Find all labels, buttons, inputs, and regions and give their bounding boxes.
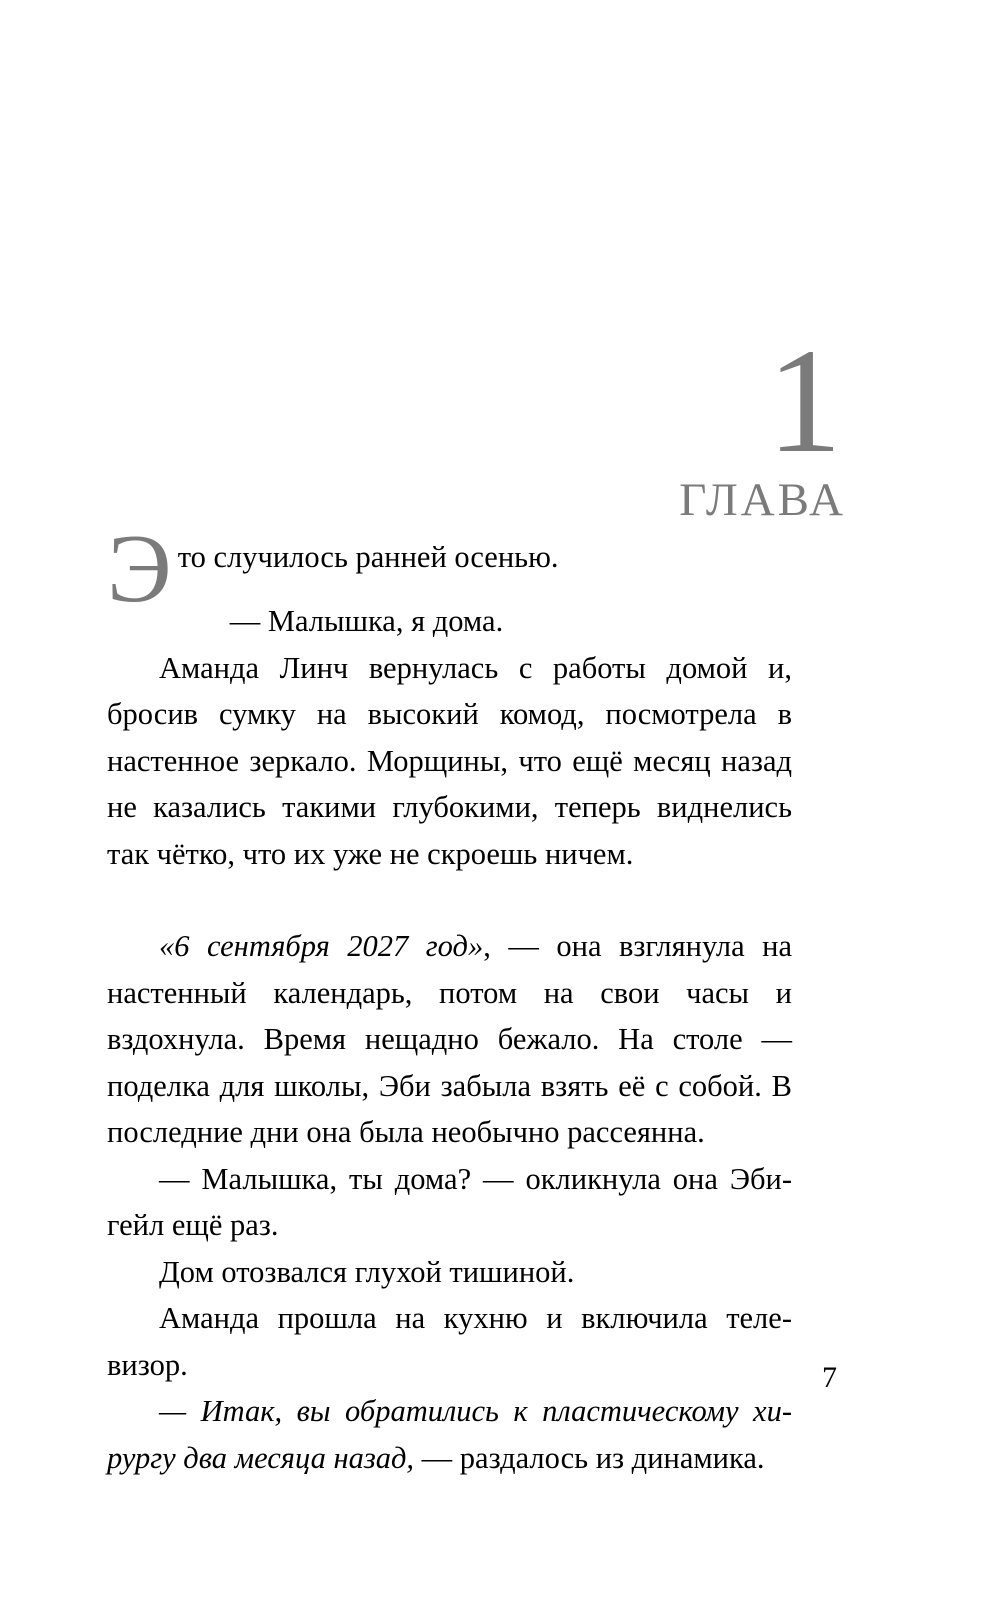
paragraph-text: — Малышка, я дома. bbox=[229, 604, 504, 638]
paragraph-tv-broadcast bbox=[107, 1388, 792, 1481]
paragraph-amanda-returns bbox=[107, 645, 792, 878]
paragraph-text: — Малышка, ты дома? — окликнула она Эбигейл ещё раз. bbox=[107, 1161, 792, 1242]
drop-cap-letter: Э bbox=[107, 515, 172, 623]
opening-sentence: то случилось ранней осенью. bbox=[177, 540, 559, 574]
paragraph-break-spacer bbox=[107, 877, 792, 923]
body-text-column bbox=[107, 515, 793, 1481]
page-number: 7 bbox=[822, 1361, 837, 1394]
paragraph-text: Дом отозвался глухой тишиной. bbox=[159, 1254, 575, 1289]
paragraph-dialog-question bbox=[107, 1156, 792, 1249]
paragraph-text: — раздалось из динамика. bbox=[414, 1440, 765, 1475]
paragraph-kitchen-tv bbox=[107, 1295, 792, 1388]
chapter-heading bbox=[528, 318, 848, 526]
chapter-label: ГЛАВА bbox=[679, 474, 846, 526]
paragraph-text: Аманда прошла на кухню и включила телевизор. bbox=[107, 1301, 792, 1382]
paragraph-dialog-greeting bbox=[107, 598, 792, 645]
paragraph-text: , — она взглянула на настенный календарь, потом на свои часы и вздохнула. Время нещадно бежало. На столе — поделка для школы, Эби забыла взять её с собой. В последние дни она была необычно рассеянна. bbox=[107, 929, 793, 1149]
chapter-number: 1 bbox=[767, 318, 842, 484]
paragraph-text: Аманда Линч вернулась с работы домой и, бросив сумку на высокий комод, посмотрела в настенное зеркало. Морщины, что ещё месяц назад не казались такими глубокими, теперь виднелись так чётко, что их уже не скроешь ничем. bbox=[107, 650, 792, 871]
tv-quote-italic: — Итак, вы обратились к пластическому хирургу два месяца назад, bbox=[107, 1394, 792, 1475]
calendar-date-italic: «6 сентября 2027 год» bbox=[159, 929, 484, 963]
paragraph-calendar bbox=[107, 923, 792, 1156]
paragraph-silence bbox=[107, 1249, 792, 1296]
